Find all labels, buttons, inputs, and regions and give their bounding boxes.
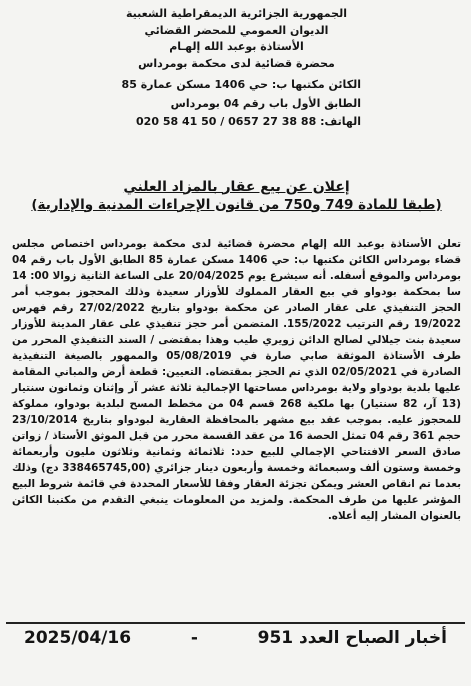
notice-subtitle: (طبقا للمادة 749 و750 من قانون الإجراءات المدنية والإدارية) bbox=[31, 196, 442, 213]
office-header bbox=[12, 6, 461, 72]
publication-date: 2025/04/16 bbox=[24, 628, 132, 648]
footer-divider bbox=[6, 622, 465, 624]
office-address bbox=[12, 76, 461, 132]
republic-line: الجمهورية الجزائرية الديمقراطية الشعبية bbox=[126, 7, 347, 20]
floor-line: الطابق الأول باب رقم 04 بومرداس bbox=[170, 96, 361, 110]
bailiff-name: الأستاذة بوعبد الله إلهـام bbox=[169, 40, 304, 53]
notice-title: إعلان عن بيع عقار بالمزاد العلني bbox=[123, 178, 350, 195]
publication-issue: أخبار الصباح العدد 951 bbox=[257, 628, 447, 648]
office-line: الديوان العمومي للمحضر القضائي bbox=[144, 23, 329, 37]
court-line: محضرة قضائية لدى محكمة بومرداس bbox=[138, 56, 335, 70]
address-line: الكائن مكتبها ب: حي 1406 مسكن عمارة 85 bbox=[121, 78, 361, 91]
notice-body bbox=[12, 236, 461, 524]
footer-separator: - bbox=[190, 628, 198, 648]
notice-titles bbox=[12, 178, 461, 214]
notice-paragraph: تعلن الأستاذة بوعبد الله إلهام محضرة قضائية لدى محكمة بومرداس اختصاص مجلس قضاء بومرداس الكائن مكتبها ب: حي 1406 مسكن عمارة 85 الطابق الأول باب رقم 04 بومرداس والموقع أسفله. أنه سيشرع يوم 20/04/2025 على الساعة الثانية زوالا 00: 14 سا بمحكمة بودواو في بيع العقار المملوك للأوزار سعيدة وذلك المحجوز بموجب أمر الحجز التنفيذي على عقار الصادر عن محكمة بودواو بتاريخ 27/02/2022 رقم فهرس 19/2022 رقم الترتيب 155/2022. المتضمن أمر حجز تنفيذي على عقار المدينة للأوزار سعيدة بنت جيلالي لصالح الدائن زويري طيب وهذا بمقتضى / السند التنفيذي المحرر من طرف الأستاذة الموثقة صابي صارة في 05/08/2019 والممهور بالصيغة التنفيذية الصادرة في 02/05/2021 الذي تم الحجز بمقتضاه. التعيين: قطعة أرض والمباني المقامة عليها بلدية بودواو ولاية بومرداس مساحتها الإجمالية ثلاثة عشر آر وإثنان وثمانون سنتيار (13 آر، 82 سنتيار) بها ملكية 268 قسم 04 من مخطط المسح لبلدية بودواو، مملوكة للمحجوز عليه. بموجب عقد بيع مشهر بالمحافظة العقارية لبودواو بتاريخ 23/10/2014 حجم 361 رقم 04 تمثل الحصة 16 من عقد القسمة محرر من قبل الموثق الأستاذ / زواتن صادق السعر الافتتاحي الإجمالي للبيع حدد: ثلاثمائة وثمانية وثلاثون مليون وأربعمائة وخمسة وستون ألف وسبعمائة وخمسة وأربعون دينار جزائري (338465745,00 دج) وذلك بعدما تم انقاص العشر ويمكن تجزئة العقار وفقا للأسعار المحددة في قائمة شروط البيع المؤشر عليها من طرف المحكمة. ولمزيد من المعلومات ينبغي التقدم من مكتبنا الكائن بالعنوان المشار إليه أعلاه. bbox=[12, 237, 462, 522]
publication-footer bbox=[24, 628, 447, 648]
phone-line: الهاتف: 88 38 27 0657 / 50 41 58 020 bbox=[136, 115, 361, 128]
